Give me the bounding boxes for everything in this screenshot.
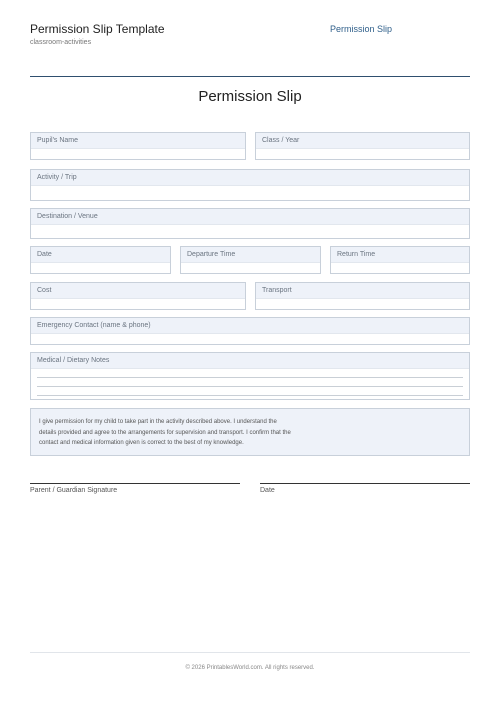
medical-notes-field[interactable]: [30, 352, 470, 400]
pupil-name-label: Pupil's Name: [31, 133, 245, 149]
emergency-contact-label: Emergency Contact (name & phone): [31, 318, 469, 334]
date-label: Date: [31, 247, 170, 263]
departure-time-field[interactable]: [180, 246, 321, 274]
return-time-label: Return Time: [331, 247, 469, 263]
header-divider: [30, 76, 470, 77]
pupil-name-field[interactable]: [30, 132, 246, 160]
notes-line: [37, 386, 463, 387]
date-field[interactable]: [30, 246, 171, 274]
document-type-label: Permission Slip: [330, 24, 393, 34]
notes-line: [37, 395, 463, 396]
form-title: Permission Slip: [198, 88, 302, 105]
destination-label: Destination / Venue: [31, 209, 469, 225]
return-time-field[interactable]: [330, 246, 470, 274]
transport-label: Transport: [256, 283, 469, 299]
medical-notes-label: Medical / Dietary Notes: [31, 353, 469, 369]
statement-line: details provided and agree to the arrangements for supervision and transport. I confirm that the: [39, 429, 291, 436]
activity-field[interactable]: [30, 169, 470, 201]
departure-time-label: Departure Time: [181, 247, 320, 263]
document-title: Permission Slip Template: [30, 22, 165, 36]
class-year-label: Class / Year: [256, 133, 469, 149]
activity-label: Activity / Trip: [31, 170, 469, 186]
destination-field[interactable]: [30, 208, 470, 239]
cost-field[interactable]: [30, 282, 246, 310]
signature-date-line[interactable]: [260, 483, 470, 484]
emergency-contact-field[interactable]: [30, 317, 470, 345]
signature-line[interactable]: [30, 483, 240, 484]
footer-divider: [30, 652, 470, 653]
document-category: classroom-activities: [30, 39, 92, 46]
statement-line: contact and medical information given is correct to the best of my knowledge.: [39, 440, 244, 446]
signature-date-label: Date: [260, 487, 275, 494]
statement-line: I give permission for my child to take part in the activity described above. I understand the: [39, 419, 277, 425]
cost-label: Cost: [31, 283, 245, 299]
transport-field[interactable]: [255, 282, 470, 310]
class-year-field[interactable]: [255, 132, 470, 160]
permission-statement: [30, 408, 470, 456]
notes-line: [37, 377, 463, 378]
copyright-footer: © 2026 PrintablesWorld.com. All rights reserved.: [185, 665, 315, 671]
signature-label: Parent / Guardian Signature: [30, 487, 118, 494]
